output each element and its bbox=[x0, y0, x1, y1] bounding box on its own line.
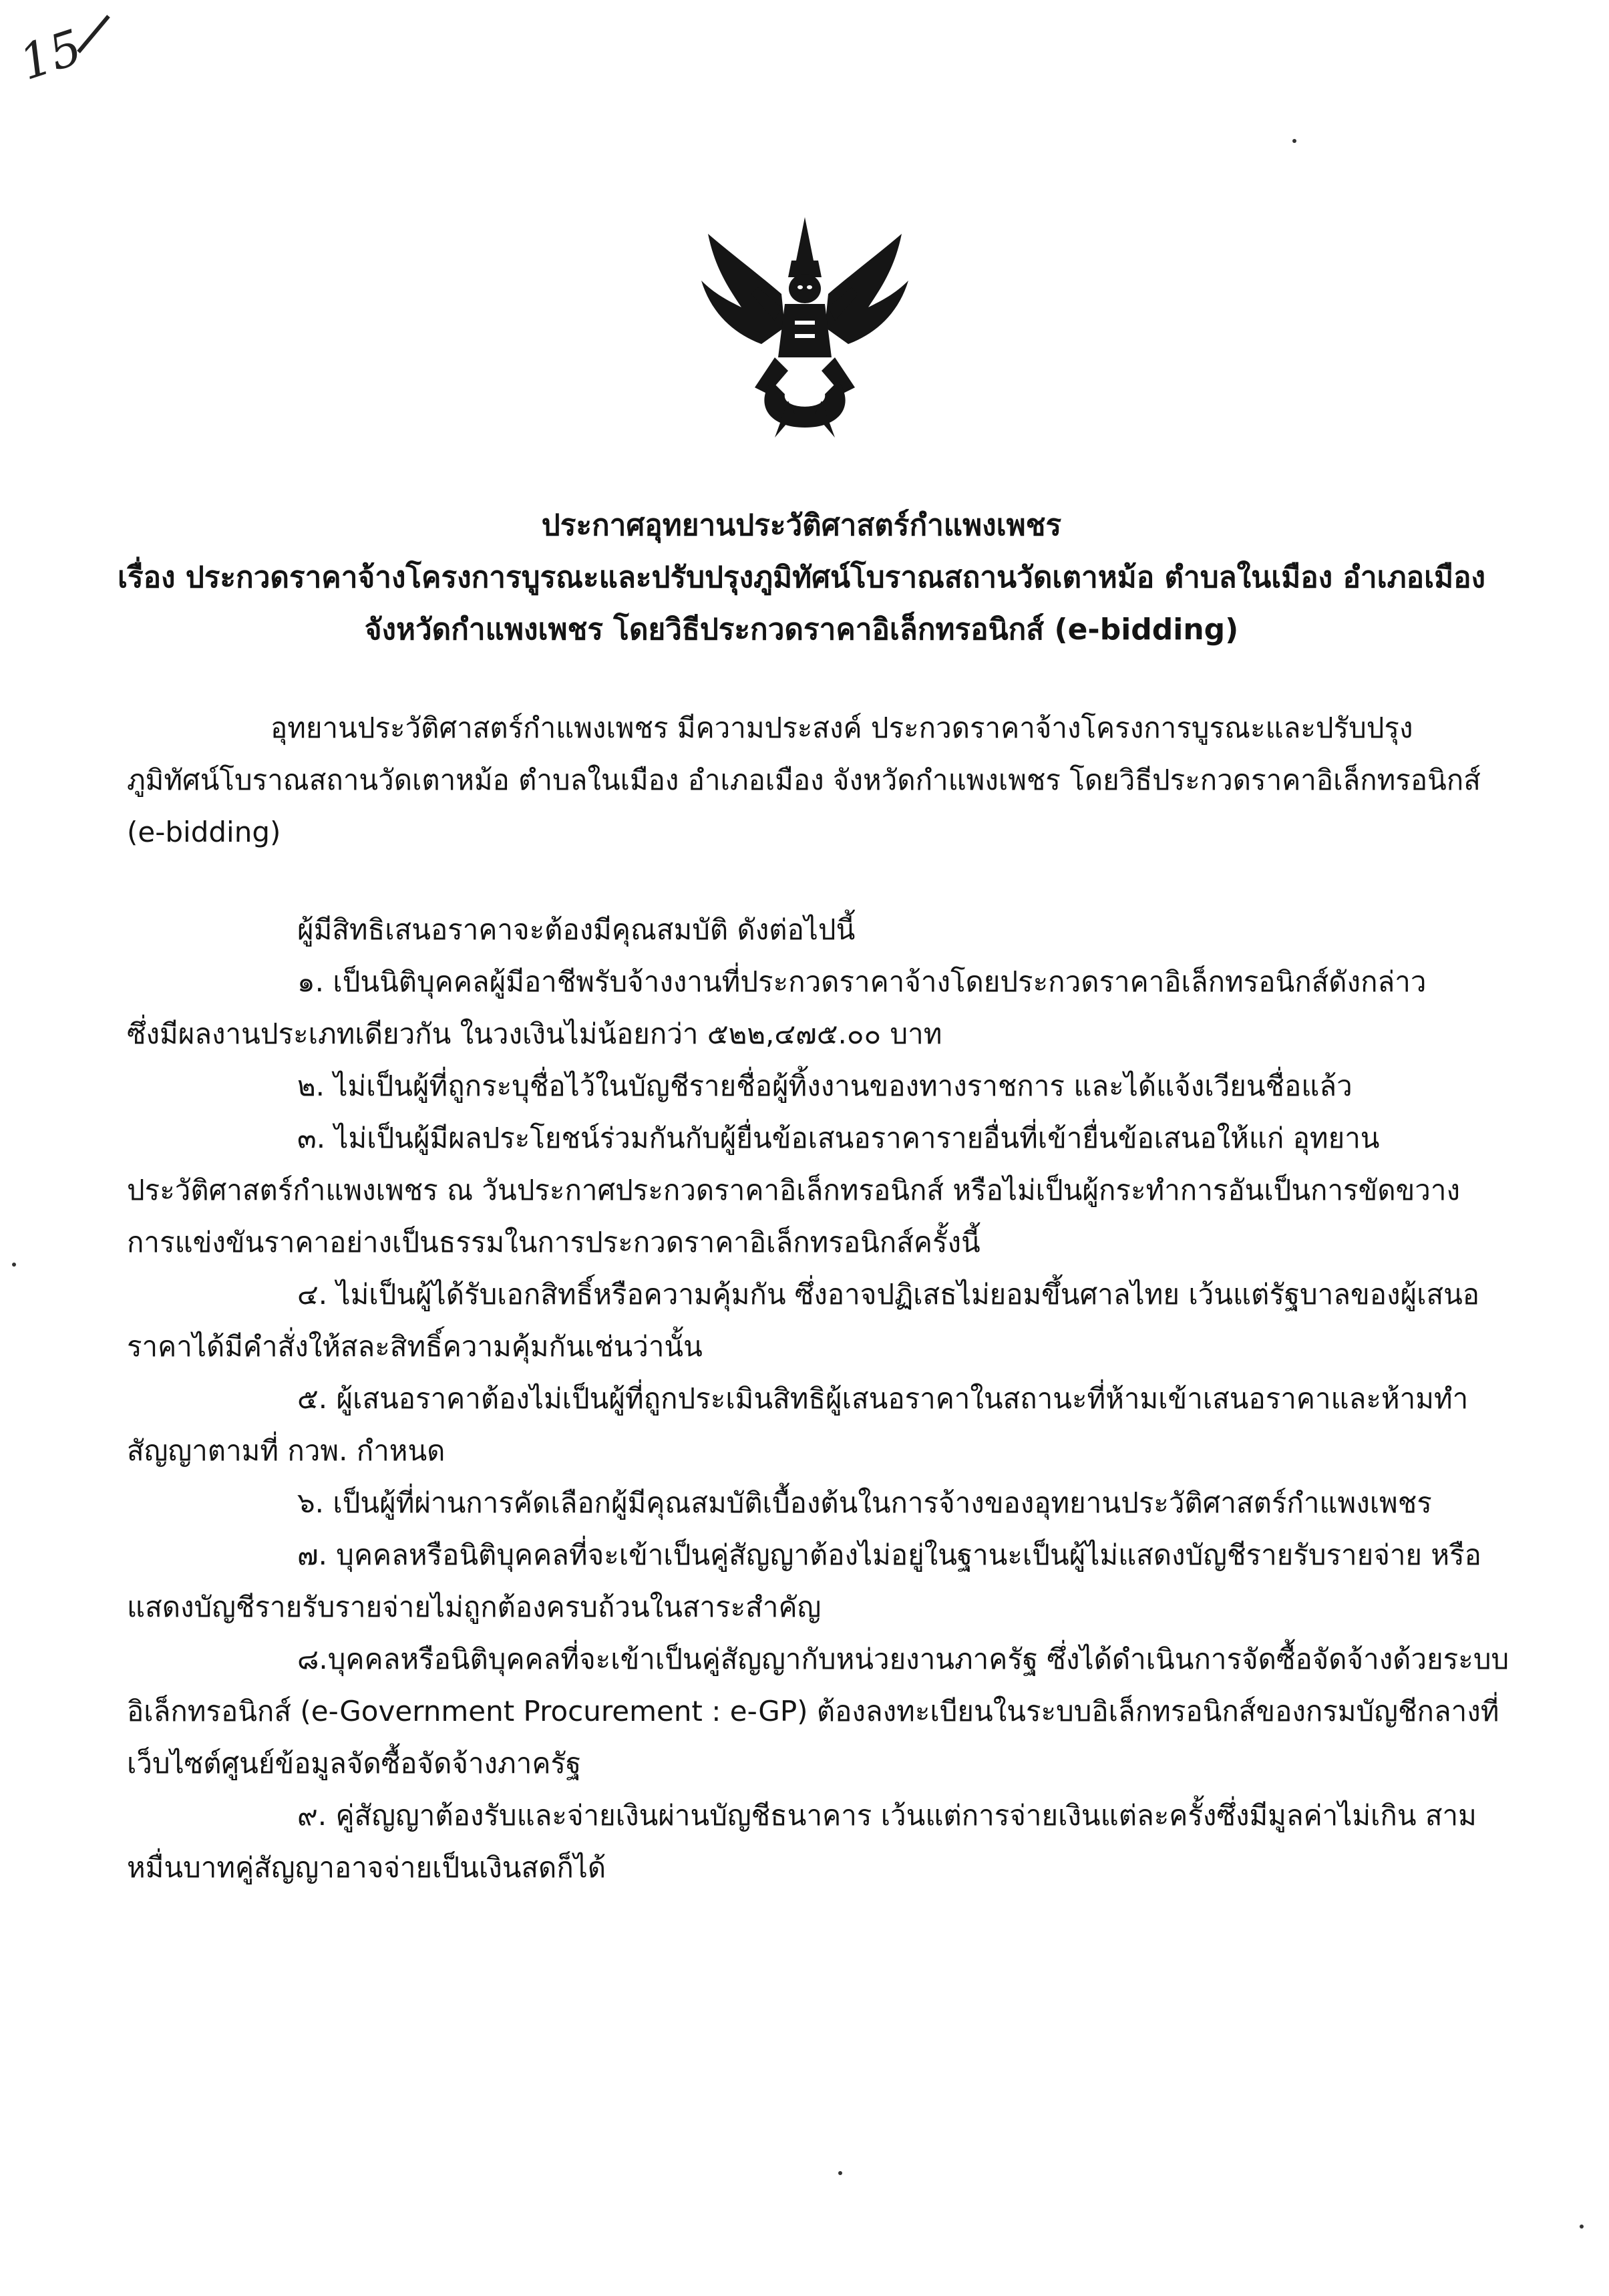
intro-paragraph: อุทยานประวัติศาสตร์กำแพงเพชร มีความประสงค์ ประกวดราคาจ้างโครงการบูรณะและปรับปรุง bbox=[271, 711, 1413, 744]
qualification-item: ๗. บุคคลหรือนิติบุคคลที่จะเข้าเป็นคู่สัญญาต้องไม่อยู่ในฐานะเป็นผู้ไม่แสดงบัญชีรายรับรายจ่าย หรือ bbox=[297, 1538, 1481, 1571]
qualification-item: ๙. คู่สัญญาต้องรับและจ่ายเงินผ่านบัญชีธนาคาร เว้นแต่การจ่ายเงินแต่ละครั้งซึ่งมีมูลค่าไม่เกิน สาม bbox=[297, 1799, 1477, 1832]
qualification-item-cont: อิเล็กทรอนิกส์ (e-Government Procurement : e-GP) ต้องลงทะเบียนในระบบอิเล็กทรอนิกส์ของกรมบัญชีกลางที่ bbox=[127, 1695, 1499, 1728]
announcement-subject: เรื่อง ประกวดราคาจ้างโครงการบูรณะและปรับปรุงภูมิทัศน์โบราณสถานวัดเตาหม้อ ตำบลในเมือง อำเภอเมือง bbox=[117, 560, 1486, 595]
qualification-item-cont: ซึ่งมีผลงานประเภทเดียวกัน ในวงเงินไม่น้อยกว่า ๕๒๒,๔๗๕.๐๐ บาท bbox=[127, 1017, 942, 1050]
qualification-item-cont: ประวัติศาสตร์กำแพงเพชร ณ วันประกาศประกวดราคาอิเล็กทรอนิกส์ หรือไม่เป็นผู้กระทำการอันเป็นการขัดขวาง bbox=[127, 1174, 1460, 1206]
intro-paragraph-cont: ภูมิทัศน์โบราณสถานวัดเตาหม้อ ตำบลในเมือง อำเภอเมือง จังหวัดกำแพงเพชร โดยวิธีประกวดราคาอิเล็กทรอนิกส์ bbox=[127, 764, 1481, 796]
scan-speck bbox=[1580, 2225, 1584, 2229]
qualification-item: ๔. ไม่เป็นผู้ได้รับเอกสิทธิ์หรือความคุ้มกัน ซึ่งอาจปฏิเสธไม่ยอมขึ้นศาลไทย เว้นแต่รัฐบาลของผู้เสนอ bbox=[297, 1278, 1480, 1311]
handwritten-page-number: 15 bbox=[13, 18, 89, 92]
qualification-item: ๓. ไม่เป็นผู้มีผลประโยชน์ร่วมกันกับผู้ยื่นข้อเสนอราคารายอื่นที่เข้ายื่นข้อเสนอให้แก่ อุทยาน bbox=[297, 1122, 1380, 1154]
qualification-item: ๑. เป็นนิติบุคคลผู้มีอาชีพรับจ้างงานที่ประกวดราคาจ้างโดยประกวดราคาอิเล็กทรอนิกส์ดังกล่าว bbox=[297, 965, 1427, 998]
scan-speck bbox=[838, 2171, 842, 2175]
garuda-emblem bbox=[695, 214, 915, 441]
qualification-item: ๕. ผู้เสนอราคาต้องไม่เป็นผู้ที่ถูกประเมินสิทธิผู้เสนอราคาในสถานะที่ห้ามเข้าเสนอราคาและห้ามทำ bbox=[297, 1382, 1469, 1415]
qualification-heading: ผู้มีสิทธิเสนอราคาจะต้องมีคุณสมบัติ ดังต่อไปนี้ bbox=[297, 913, 856, 946]
scan-speck bbox=[12, 1263, 16, 1267]
qualification-item: ๖. เป็นผู้ที่ผ่านการคัดเลือกผู้มีคุณสมบัติเบื้องต้นในการจ้างของอุทยานประวัติศาสตร์กำแพงเพชร bbox=[297, 1486, 1432, 1519]
qualification-item: ๘.บุคคลหรือนิติบุคคลที่จะเข้าเป็นคู่สัญญากับหน่วยงานภาครัฐ ซึ่งได้ดำเนินการจัดซื้อจัดจ้างด้วยระบบ bbox=[297, 1643, 1509, 1675]
intro-paragraph-end: (e-bidding) bbox=[127, 816, 281, 848]
qualification-item-cont: เว็บไซต์ศูนย์ข้อมูลจัดซื้อจัดจ้างภาครัฐ bbox=[127, 1747, 582, 1780]
scan-speck bbox=[1292, 139, 1296, 143]
qualification-item-cont: หมื่นบาทคู่สัญญาอาจจ่ายเป็นเงินสดก็ได้ bbox=[127, 1851, 606, 1884]
qualification-item-cont: สัญญาตามที่ กวพ. กำหนด bbox=[127, 1434, 445, 1467]
announcement-subject-cont: จังหวัดกำแพงเพชร โดยวิธีประกวดราคาอิเล็กทรอนิกส์ (e-bidding) bbox=[364, 613, 1239, 647]
handwritten-check-mark bbox=[77, 15, 110, 53]
qualification-item-cont: ราคาได้มีคำสั่งให้สละสิทธิ์ความคุ้มกันเช่นว่านั้น bbox=[127, 1330, 703, 1363]
qualification-item: ๒. ไม่เป็นผู้ที่ถูกระบุชื่อไว้ในบัญชีรายชื่อผู้ทิ้งงานของทางราชการ และได้แจ้งเวียนชื่อแล้ว bbox=[297, 1070, 1353, 1102]
announcement-title: ประกาศอุทยานประวัติศาสตร์กำแพงเพชร bbox=[541, 508, 1062, 542]
qualification-item-cont: การแข่งขันราคาอย่างเป็นธรรมในการประกวดราคาอิเล็กทรอนิกส์ครั้งนี้ bbox=[127, 1226, 980, 1259]
qualification-item-cont: แสดงบัญชีรายรับรายจ่ายไม่ถูกต้องครบถ้วนในสาระสำคัญ bbox=[127, 1591, 822, 1623]
